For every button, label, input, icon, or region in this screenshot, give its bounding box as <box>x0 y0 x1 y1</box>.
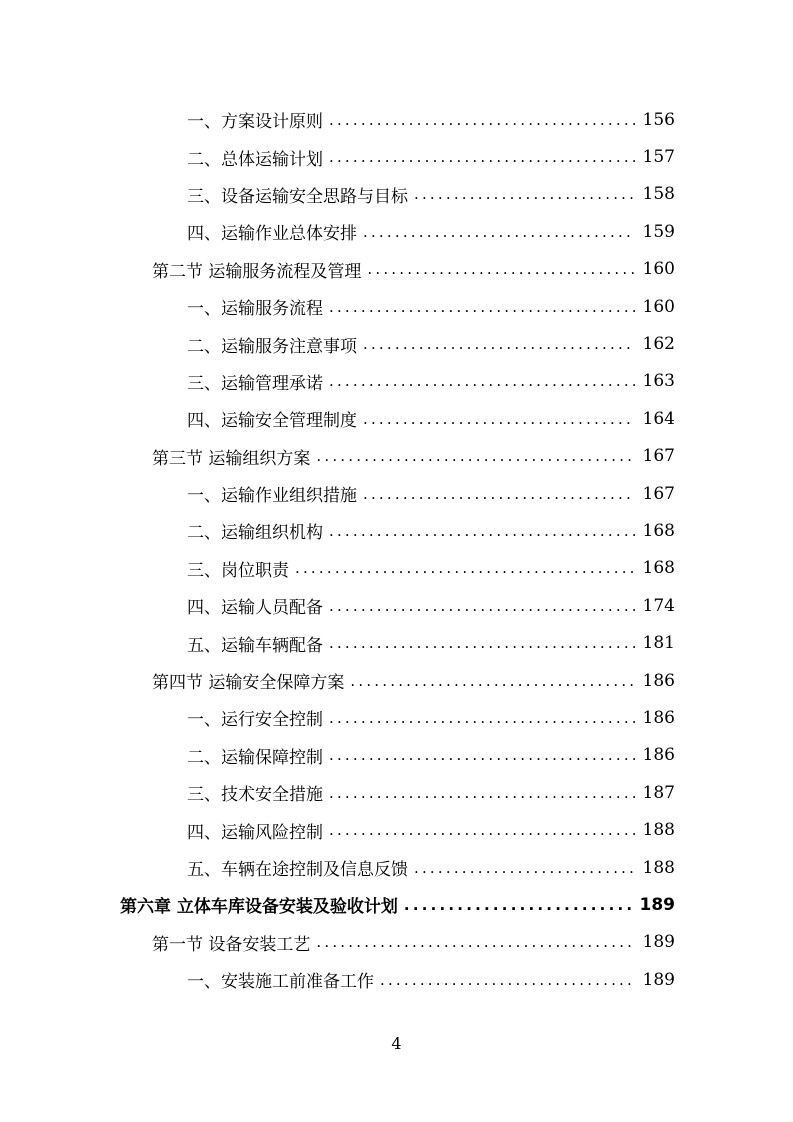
toc-entry[interactable] <box>0 101 793 138</box>
dot-leader <box>380 971 635 989</box>
dot-leader <box>329 634 635 652</box>
toc-entry-page: 186 <box>642 670 675 691</box>
toc-entry-title: 四、运输风险控制 <box>187 822 323 843</box>
toc-entry[interactable] <box>0 961 793 998</box>
toc-entry-title: 二、总体运输计划 <box>187 149 323 170</box>
toc-entry[interactable] <box>0 774 793 811</box>
dot-leader <box>295 559 635 577</box>
dot-leader <box>329 746 635 764</box>
toc-entry-title: 三、技术安全措施 <box>187 785 323 806</box>
dot-leader <box>316 933 634 951</box>
page-number: 4 <box>391 1034 402 1053</box>
toc-section[interactable] <box>0 251 793 288</box>
toc-entry-title: 四、运输人员配备 <box>187 598 323 619</box>
toc-entry-title: 四、运输安全管理制度 <box>187 411 357 432</box>
toc-entry-title: 一、运行安全控制 <box>187 710 323 731</box>
toc-entry[interactable] <box>0 213 793 250</box>
dot-leader <box>329 522 635 540</box>
toc-section[interactable] <box>0 662 793 699</box>
toc-entry-title: 第三节 运输组织方案 <box>152 448 311 469</box>
toc-entry-title: 第二节 运输服务流程及管理 <box>152 261 362 282</box>
toc-chapter[interactable] <box>0 886 793 923</box>
dot-leader <box>329 709 635 727</box>
dot-leader <box>404 896 632 914</box>
dot-leader <box>414 185 635 203</box>
toc-entry[interactable] <box>0 325 793 362</box>
toc-entry-title: 第六章 立体车库设备安装及验收计划 <box>120 897 398 918</box>
table-of-contents <box>0 101 793 998</box>
dot-leader <box>329 298 635 316</box>
toc-entry-title: 二、运输组织机构 <box>187 523 323 544</box>
toc-entry-title: 五、车辆在途控制及信息反馈 <box>187 860 408 880</box>
dot-leader <box>367 260 634 278</box>
toc-entry-page: 157 <box>642 147 675 168</box>
toc-entry-title: 第四节 运输安全保障方案 <box>152 673 345 694</box>
toc-entry-page: 164 <box>642 408 675 429</box>
toc-entry-page: 162 <box>642 334 675 355</box>
dot-leader <box>363 485 635 503</box>
toc-entry-page: 188 <box>642 820 675 841</box>
toc-entry-page: 163 <box>642 371 675 392</box>
toc-entry-page: 186 <box>642 745 675 766</box>
toc-entry-page: 167 <box>642 446 675 467</box>
toc-entry-title: 三、运输管理承诺 <box>187 373 323 394</box>
toc-entry-title: 一、安装施工前准备工作 <box>187 972 374 993</box>
dot-leader <box>363 410 635 428</box>
dot-leader <box>363 335 635 353</box>
toc-entry[interactable] <box>0 138 793 175</box>
toc-entry[interactable] <box>0 400 793 437</box>
dot-leader <box>329 148 635 166</box>
toc-entry-title: 一、运输服务流程 <box>187 299 323 320</box>
toc-entry-page: 167 <box>642 483 675 504</box>
toc-entry-page: 189 <box>642 969 675 990</box>
toc-entry-page: 168 <box>642 558 675 579</box>
toc-entry-page: 160 <box>642 296 675 317</box>
dot-leader <box>329 372 635 390</box>
toc-entry-title: 第一节 设备安装工艺 <box>152 934 311 955</box>
toc-entry[interactable] <box>0 550 793 587</box>
toc-entry-page: 188 <box>642 857 675 878</box>
toc-entry[interactable] <box>0 363 793 400</box>
toc-entry-title: 二、运输保障控制 <box>187 747 323 768</box>
toc-entry-title: 三、岗位职责 <box>187 560 289 581</box>
toc-entry-title: 三、设备运输安全思路与目标 <box>187 186 408 207</box>
toc-entry[interactable] <box>0 176 793 213</box>
dot-leader <box>350 672 634 690</box>
toc-entry[interactable] <box>0 288 793 325</box>
toc-entry-page: 160 <box>642 259 675 280</box>
toc-entry-title: 四、运输作业总体安排 <box>187 224 357 245</box>
toc-entry-page: 168 <box>642 520 675 541</box>
dot-leader <box>329 821 635 839</box>
toc-entry-title: 一、方案设计原则 <box>187 112 323 133</box>
dot-leader <box>329 784 635 802</box>
toc-entry-page: 174 <box>642 595 675 616</box>
dot-leader <box>329 597 635 615</box>
toc-entry-page: 186 <box>642 707 675 728</box>
dot-leader <box>329 111 635 129</box>
toc-section[interactable] <box>0 924 793 961</box>
toc-entry-page: 187 <box>642 782 675 803</box>
toc-entry[interactable] <box>0 475 793 512</box>
toc-entry[interactable] <box>0 624 793 661</box>
toc-entry[interactable] <box>0 849 793 886</box>
toc-entry[interactable] <box>0 699 793 736</box>
toc-entry-title: 二、运输服务注意事项 <box>187 336 357 357</box>
dot-leader <box>316 447 634 465</box>
toc-entry-title: 五、运输车辆配备 <box>187 635 323 656</box>
toc-entry[interactable] <box>0 512 793 549</box>
toc-entry-page: 156 <box>642 109 675 130</box>
toc-entry-page: 181 <box>642 633 675 654</box>
toc-entry-title: 一、运输作业组织措施 <box>187 486 357 507</box>
toc-entry[interactable] <box>0 737 793 774</box>
toc-entry-page: 158 <box>642 184 675 205</box>
toc-entry-page: 159 <box>642 221 675 242</box>
toc-entry-page: 189 <box>639 894 675 915</box>
toc-entry[interactable] <box>0 811 793 848</box>
toc-entry-page: 189 <box>642 932 675 953</box>
dot-leader <box>414 859 635 877</box>
toc-section[interactable] <box>0 438 793 475</box>
toc-entry[interactable] <box>0 587 793 624</box>
dot-leader <box>363 223 635 241</box>
